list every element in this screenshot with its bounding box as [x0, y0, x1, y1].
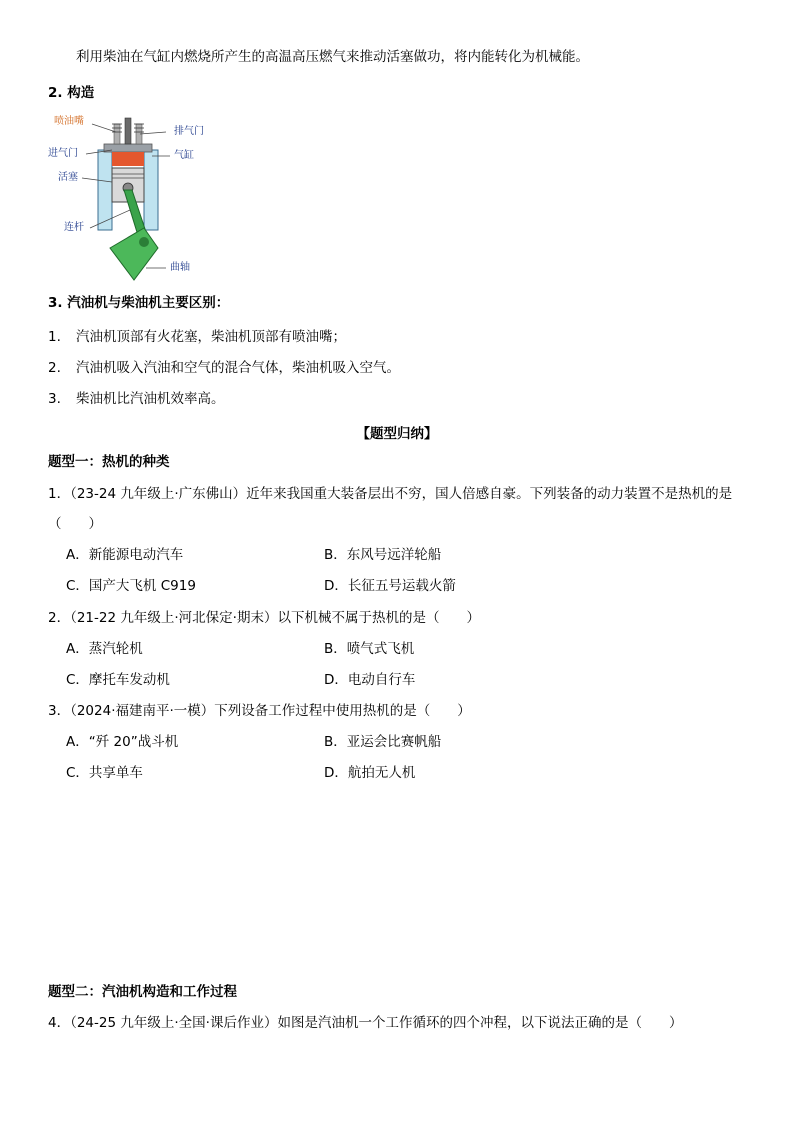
- label-nozzle: 喷油嘴: [54, 116, 84, 127]
- section-heading-structure: 2. 构造: [48, 85, 95, 101]
- question-2-option-d[interactable]: D．电动自行车: [324, 672, 416, 688]
- question-3-option-a[interactable]: A．“歼 20”战斗机: [66, 734, 179, 750]
- question-3-option-c[interactable]: C．共享单车: [66, 765, 143, 781]
- question-1-answer-bracket: （ ）: [48, 516, 102, 532]
- label-piston: 活塞: [58, 172, 78, 183]
- question-1-option-d[interactable]: D．长征五号运载火箭: [324, 578, 456, 594]
- label-connecting-rod: 连杆: [64, 222, 84, 233]
- list-item-text: 柴油机比汽油机效率高。: [76, 391, 225, 407]
- section-heading-differences: 3. 汽油机与柴油机主要区别：: [48, 295, 230, 311]
- list-number: 2.: [48, 360, 61, 376]
- question-3-stem: 3．（2024·福建南平·一模）下列设备工作过程中使用热机的是（ ）: [48, 703, 471, 719]
- list-item: [48, 390, 61, 408]
- question-3-option-d[interactable]: D．航拍无人机: [324, 765, 416, 781]
- question-1-stem: 1．（23-24 九年级上·广东佛山）近年来我国重大装备层出不穷，国人倍感自豪。下列装备的动力装置不是热机的是: [48, 486, 733, 502]
- question-1-option-a[interactable]: A．新能源电动汽车: [66, 547, 184, 563]
- question-3-option-b[interactable]: B．亚运会比赛帆船: [324, 734, 442, 750]
- type2-heading: 题型二：汽油机构造和工作过程: [48, 984, 237, 1000]
- question-1-option-c[interactable]: C．国产大飞机 C919: [66, 578, 196, 594]
- list-item-text: 汽油机吸入汽油和空气的混合气体，柴油机吸入空气。: [76, 360, 400, 376]
- question-4-stem: 4．（24-25 九年级上·全国·课后作业）如图是汽油机一个工作循环的四个冲程，以下说法正确的是（ ）: [48, 1015, 683, 1031]
- list-number: 3.: [48, 391, 61, 407]
- summary-title: 【题型归纳】: [356, 426, 438, 442]
- label-exhaust-valve: 排气门: [174, 126, 204, 137]
- list-item-text: 汽油机顶部有火花塞，柴油机顶部有喷油嘴；: [76, 329, 346, 345]
- diesel-engine-diagram: [48, 110, 228, 290]
- label-cylinder: 气缸: [174, 150, 194, 161]
- label-intake-valve: 进气门: [48, 148, 78, 159]
- question-2-stem: 2．（21-22 九年级上·河北保定·期末）以下机械不属于热机的是（ ）: [48, 610, 480, 626]
- label-crankshaft: 曲轴: [170, 262, 190, 273]
- type1-heading: 题型一：热机的种类: [48, 454, 170, 470]
- list-item: [48, 328, 61, 346]
- intro-paragraph: 利用柴油在气缸内燃烧所产生的高温高压燃气来推动活塞做功，将内能转化为机械能。: [76, 49, 589, 65]
- list-item: [48, 359, 61, 377]
- question-2-option-b[interactable]: B．喷气式飞机: [324, 641, 415, 657]
- question-2-option-c[interactable]: C．摩托车发动机: [66, 672, 170, 688]
- question-2-option-a[interactable]: A．蒸汽轮机: [66, 641, 143, 657]
- list-number: 1.: [48, 329, 61, 345]
- question-1-option-b[interactable]: B．东风号远洋轮船: [324, 547, 442, 563]
